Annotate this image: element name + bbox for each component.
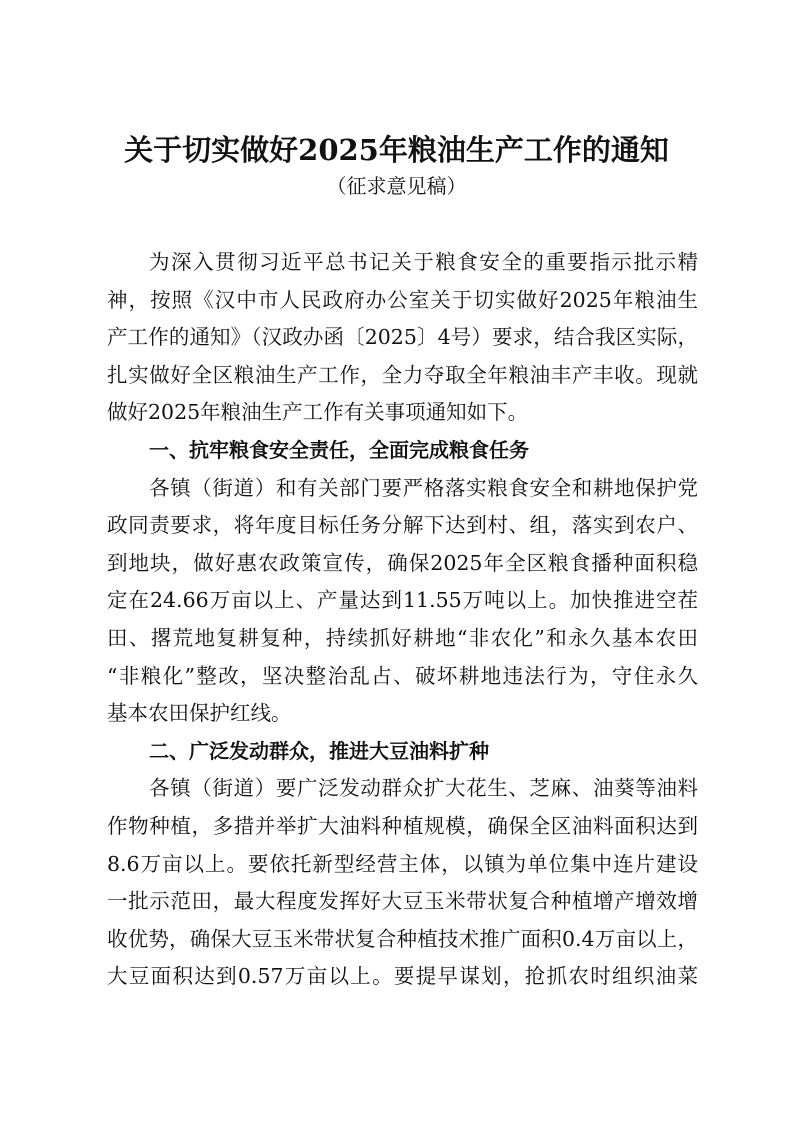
document-body: [107, 244, 698, 996]
section2-paragraph: [107, 770, 698, 996]
text-line: 产工作的通知》（汉政办函〔2025〕4号）要求，结合我区实际，: [107, 325, 698, 350]
document-subtitle: （征求意见稿）: [326, 174, 467, 198]
text-line: 到地块，做好惠农政策宣传，确保2025年全区粮食播种面积稳: [107, 550, 698, 575]
text-line: 政同责要求，将年度目标任务分解下达到村、组，落实到农户、: [107, 513, 698, 538]
text-line: 各镇（街道）要广泛发动群众扩大花生、芝麻、油葵等油料: [149, 776, 698, 801]
text-line: 一批示范田，最大程度发挥好大豆玉米带状复合种植增产增效增: [107, 889, 698, 914]
text-line: 定在24.66万亩以上、产量达到11.55万吨以上。加快推进空茬: [107, 588, 698, 613]
intro-paragraph: [107, 244, 698, 432]
text-line: 作物种植，多措并举扩大油料种植规模，确保全区油料面积达到: [107, 813, 698, 838]
section-heading: 二、广泛发动群众，推进大豆油料扩种: [149, 738, 489, 763]
section-heading: 一、抗牢粮食安全责任，全面完成粮食任务: [149, 437, 529, 462]
text-line: “非粮化”整改，坚决整治乱占、破坏耕地违法行为，守住永久: [107, 663, 698, 688]
text-line: 基本农田保护红线。: [107, 701, 292, 726]
text-line: 大豆面积达到0.57万亩以上。要提早谋划，抢抓农时组织油菜: [107, 964, 698, 989]
text-line: 各镇（街道）和有关部门要严格落实粮食安全和耕地保护党: [149, 475, 698, 500]
text-line: 田、撂荒地复耕复种，持续抓好耕地“非农化”和永久基本农田: [107, 625, 698, 650]
text-line: 做好2025年粮油生产工作有关事项通知如下。: [107, 400, 529, 425]
document-title: 关于切实做好2025年粮油生产工作的通知: [124, 133, 669, 167]
text-line: 8.6万亩以上。要依托新型经营主体，以镇为单位集中连片建设: [107, 851, 698, 876]
text-line: 扎实做好全区粮油生产工作，全力夺取全年粮油丰产丰收。现就: [107, 362, 698, 387]
section1-paragraph: [107, 470, 698, 733]
text-line: 为深入贯彻习近平总书记关于粮食安全的重要指示批示精: [149, 250, 698, 274]
text-line: 收优势，确保大豆玉米带状复合种植技术推广面积0.4万亩以上，: [107, 926, 698, 951]
text-line: 神，按照《汉中市人民政府办公室关于切实做好2025年粮油生: [107, 287, 698, 312]
